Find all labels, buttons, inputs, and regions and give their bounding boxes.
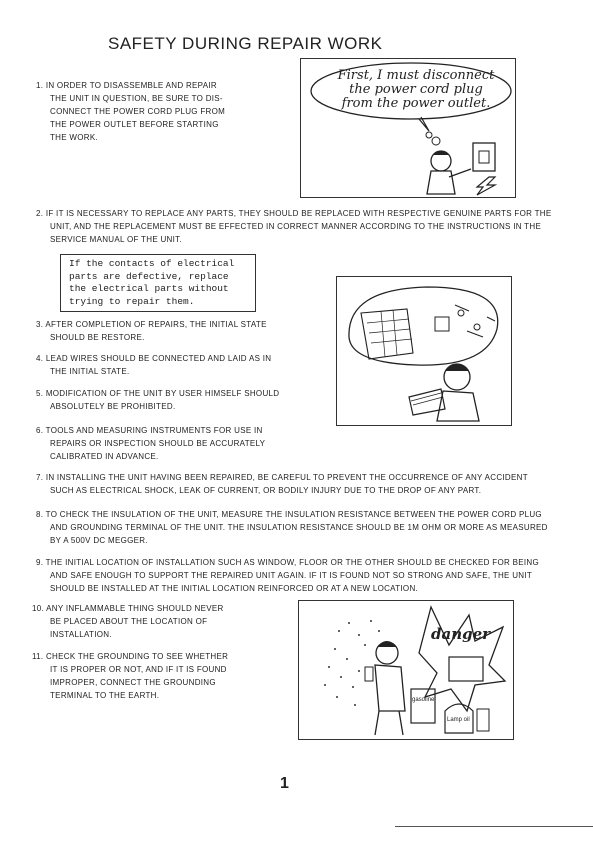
item-10 [32, 602, 252, 641]
item-9-line-3: SHOULD BE INSTALLED AT THE INITIAL LOCATION REINFORCED OR AT A NEW LOCATION. [50, 584, 419, 593]
note-line-3: the electrical parts without [69, 283, 229, 294]
item-8-line-1: TO CHECK THE INSULATION OF THE UNIT, MEASURE THE INSULATION RESISTANCE BETWEEN THE POWER CORD PLUG [45, 510, 542, 519]
item-2-number: 2. [36, 209, 44, 218]
item-11 [32, 650, 252, 702]
gasoline-label: gasoline [412, 697, 435, 703]
note-line-2: parts are defective, replace [69, 270, 229, 282]
item-11-line-1: CHECK THE GROUNDING TO SEE WHETHER [45, 652, 229, 661]
item-9-number: 9. [36, 558, 44, 567]
item-2 [36, 207, 556, 246]
item-4-number: 4. [36, 354, 44, 363]
item-9-line-1: THE INITIAL LOCATION OF INSTALLATION SUCH AS WINDOW, FLOOR OR THE OTHER SHOULD BE CHECKED FOR BEING [45, 558, 539, 567]
item-1 [36, 79, 246, 144]
item-7 [36, 471, 556, 497]
item-9-line-2: AND SAFE ENOUGH TO SUPPORT THE REPAIRED UNIT AGAIN. IF IT IS FOUND NOT SO STRONG AND SAFE, THE UNIT [50, 571, 533, 580]
danger-label: danger [431, 625, 491, 643]
item-5-line-2: ABSOLUTELY BE PROHIBITED. [50, 402, 176, 411]
note-line-1: If the contacts of electrical [69, 258, 235, 269]
note-line-4: trying to repair them. [69, 295, 195, 307]
item-10-line-3: INSTALLATION. [50, 630, 112, 639]
item-9 [36, 556, 561, 595]
item-7-line-1: IN INSTALLING THE UNIT HAVING BEEN REPAIRED, BE CAREFUL TO PREVENT THE OCCURRENCE OF ANY ACCIDENT [45, 473, 528, 482]
item-5-line-1: MODIFICATION OF THE UNIT BY USER HIMSELF SHOULD [45, 389, 280, 398]
item-10-number: 10. [32, 604, 45, 613]
item-3-number: 3. [36, 320, 44, 329]
item-3-line-1: AFTER COMPLETION OF REPAIRS, THE INITIAL STATE [45, 320, 267, 329]
item-6 [36, 424, 296, 463]
item-1-line-4: THE POWER OUTLET BEFORE STARTING [50, 120, 219, 129]
item-8-number: 8. [36, 510, 44, 519]
item-2-line-3: SERVICE MANUAL OF THE UNIT. [50, 235, 182, 244]
page-number: 1 [280, 775, 289, 792]
item-5 [36, 387, 296, 413]
lamp-oil-label: Lamp oil [447, 717, 470, 723]
bubble-line-3: from the power outlet. [341, 96, 491, 111]
item-1-line-3: CONNECT THE POWER CORD PLUG FROM [50, 107, 226, 116]
item-1-line-5: THE WORK. [50, 133, 99, 142]
item-1-line-2: THE UNIT IN QUESTION, BE SURE TO DIS- [50, 94, 223, 103]
item-3-line-2: SHOULD BE RESTORE. [50, 333, 145, 342]
item-1-line-1: IN ORDER TO DISASSEMBLE AND REPAIR [45, 81, 217, 90]
item-8 [36, 508, 556, 547]
item-6-number: 6. [36, 426, 44, 435]
bubble-line-1: First, I must disconnect [337, 68, 495, 83]
item-5-number: 5. [36, 389, 44, 398]
item-4 [36, 352, 296, 378]
item-1-number: 1. [36, 81, 44, 90]
bubble-line-2: the power cord plug [349, 82, 483, 97]
inflammable-danger-icon [299, 601, 513, 739]
item-6-line-3: CALIBRATED IN ADVANCE. [50, 452, 159, 461]
item-2-line-1: IF IT IS NECESSARY TO REPLACE ANY PARTS, THEY SHOULD BE REPLACED WITH RESPECTIVE GENUINE PARTS FOR THE [45, 209, 552, 218]
item-11-number: 11. [32, 652, 44, 661]
item-2-line-2: UNIT, AND THE REPLACEMENT MUST BE EFFECTED IN CORRECT MANNER ACCORDING TO THE INSTRUCTIONS IN THE [50, 222, 542, 231]
item-8-line-2: AND GROUNDING TERMINAL OF THE UNIT. THE INSULATION RESISTANCE SHOULD BE 1M OHM OR MORE AS MEASURED [50, 523, 548, 532]
item-10-line-1: ANY INFLAMMABLE THING SHOULD NEVER [46, 604, 224, 613]
item-3 [36, 318, 296, 344]
item-11-line-3: IMPROPER, CONNECT THE GROUNDING [50, 678, 216, 687]
item-11-line-4: TERMINAL TO THE EARTH. [50, 691, 160, 700]
item-6-line-2: REPAIRS OR INSPECTION SHOULD BE ACCURATELY [50, 439, 266, 448]
item-7-number: 7. [36, 473, 44, 482]
item-4-line-1: LEAD WIRES SHOULD BE CONNECTED AND LAID AS IN [45, 354, 272, 363]
item-4-line-2: THE INITIAL STATE. [50, 367, 130, 376]
disconnect-illustration [300, 58, 516, 198]
item-6-line-1: TOOLS AND MEASURING INSTRUMENTS FOR USE IN [45, 426, 263, 435]
item-10-line-2: BE PLACED ABOUT THE LOCATION OF [50, 617, 208, 626]
item-11-line-2: IT IS PROPER OR NOT, AND IF IT IS FOUND [50, 665, 227, 674]
item-7-line-2: SUCH AS ELECTRICAL SHOCK, LEAK OF CURRENT, OR BODILY INJURY DUE TO THE DROP OF ANY PART. [50, 486, 482, 495]
page-title: SAFETY DURING REPAIR WORK [108, 34, 383, 53]
item-8-line-3: BY A 500V DC MEGGER. [50, 536, 148, 545]
person-reading-manual-icon [337, 277, 511, 425]
manual-reading-illustration [336, 276, 512, 426]
danger-illustration [298, 600, 514, 740]
note-box [60, 254, 256, 312]
bottom-rule [395, 826, 593, 827]
